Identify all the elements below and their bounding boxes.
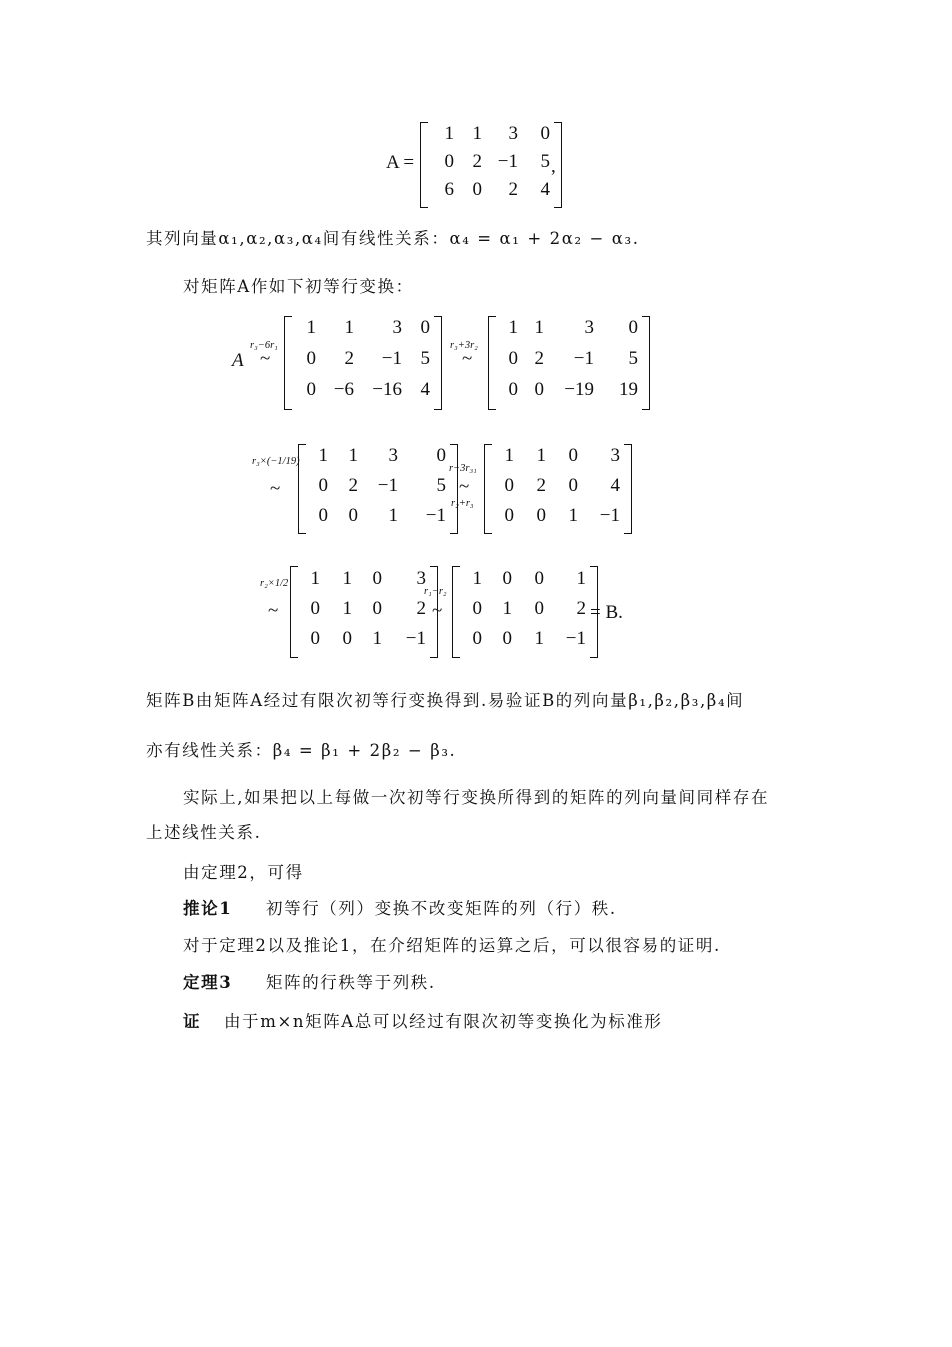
matrix-m2-cell-2-1: 0: [508, 348, 518, 369]
matrix-m4-cell-2-3: 0: [568, 475, 578, 496]
eq1-trail: ,: [551, 156, 556, 177]
matrix-m4-cell-2-2: 2: [536, 475, 546, 496]
matrix-m4-cell-1-4: 3: [610, 445, 620, 466]
tilde-1: ~: [260, 348, 271, 369]
matrix-m2-cell-2-3: −1: [573, 348, 594, 369]
corollary-text: 初等行（列）变换不改变矩阵的列（行）秩.: [266, 899, 617, 918]
matrix-m1-cell-1-4: 0: [420, 317, 430, 338]
matrix-m1-cell-3-1: 0: [306, 379, 316, 400]
theorem-text: 矩阵的行秩等于列秩.: [266, 973, 436, 992]
matrix-m6-cell-1-1: 1: [472, 568, 482, 589]
matrix-a-cell-3-2: 0: [472, 179, 482, 200]
tilde-3: ~: [270, 478, 281, 499]
para-b-line1: 矩阵B由矩阵A经过有限次初等行变换得到.易验证B的列向量β₁,β₂,β₃,β₄间: [146, 691, 745, 710]
matrix-m1-cell-2-1: 0: [306, 348, 316, 369]
matrix-m3-cell-1-3: 3: [388, 445, 398, 466]
chain-start: A: [232, 350, 244, 371]
matrix-m4-cell-2-4: 4: [610, 475, 620, 496]
matrix-m1: [284, 316, 442, 410]
tilde-2: ~: [462, 348, 473, 369]
matrix-m1-cell-2-2: 2: [344, 348, 354, 369]
matrix-m2-cell-1-2: 1: [534, 317, 544, 338]
op-label-4b: r₂+r₃: [451, 498, 474, 509]
matrix-a-cell-2-1: 0: [444, 151, 454, 172]
matrix-m6-cell-3-3: 1: [534, 628, 544, 649]
para-fact-line1: 实际上,如果把以上每做一次初等行变换所得到的矩阵的列向量间同样存在: [183, 788, 770, 807]
matrix-m3: [298, 444, 458, 534]
matrix-m2: [488, 316, 650, 410]
matrix-m1-cell-1-2: 1: [344, 317, 354, 338]
matrix-m6-cell-3-4: −1: [565, 628, 586, 649]
matrix-m2-cell-3-4: 19: [619, 379, 638, 400]
matrix-m5-cell-3-1: 0: [310, 628, 320, 649]
para-fact-line2: 上述线性关系.: [146, 823, 262, 842]
matrix-m4-cell-3-4: −1: [599, 505, 620, 526]
matrix-m4-cell-1-2: 1: [536, 445, 546, 466]
tilde-6: ~: [432, 600, 443, 621]
matrix-m1-cell-3-2: −6: [333, 379, 354, 400]
matrix-m4-cell-1-1: 1: [504, 445, 514, 466]
matrix-m6-cell-3-2: 0: [502, 628, 512, 649]
matrix-a: [420, 122, 562, 208]
matrix-m4-cell-1-3: 0: [568, 445, 578, 466]
matrix-m6-cell-1-2: 0: [502, 568, 512, 589]
matrix-m5: [290, 566, 438, 658]
para-row-ops-intro: 对矩阵A作如下初等行变换：: [183, 277, 414, 296]
matrix-m6-cell-1-4: 1: [576, 568, 586, 589]
matrix-m3-cell-3-1: 0: [318, 505, 328, 526]
matrix-m5-cell-2-2: 1: [342, 598, 352, 619]
op-label-3: r₃×(−1/19): [252, 456, 300, 467]
matrix-m5-cell-2-4: 2: [416, 598, 426, 619]
matrix-m1-cell-3-3: −16: [372, 379, 402, 400]
matrix-m5-cell-1-2: 1: [342, 568, 352, 589]
matrix-m3-cell-2-2: 2: [348, 475, 358, 496]
corollary-label: 推论1: [183, 899, 233, 918]
tilde-5: ~: [268, 600, 279, 621]
matrix-m3-cell-1-4: 0: [436, 445, 446, 466]
para-by-theorem2: 由定理2，可得: [183, 863, 304, 882]
matrix-m1-cell-1-1: 1: [306, 317, 316, 338]
matrix-m5-cell-3-4: −1: [405, 628, 426, 649]
matrix-m5-cell-3-2: 0: [342, 628, 352, 649]
matrix-m4-cell-3-2: 0: [536, 505, 546, 526]
op-label-1: r₃−6r₁: [250, 340, 278, 351]
theorem-label: 定理3: [183, 973, 233, 992]
matrix-m6: [452, 566, 598, 658]
matrix-a-cell-2-4: 5: [540, 151, 550, 172]
matrix-m3-cell-2-3: −1: [377, 475, 398, 496]
matrix-m3-cell-2-4: 5: [436, 475, 446, 496]
matrix-m3-cell-2-1: 0: [318, 475, 328, 496]
matrix-a-cell-1-4: 0: [540, 123, 550, 144]
op-label-4a: r−3r₃₁: [449, 463, 477, 474]
matrix-m6-cell-2-4: 2: [576, 598, 586, 619]
matrix-m5-cell-2-3: 0: [372, 598, 382, 619]
matrix-m4-cell-3-1: 0: [504, 505, 514, 526]
matrix-m3-cell-3-2: 0: [348, 505, 358, 526]
matrix-a-cell-3-4: 4: [540, 179, 550, 200]
matrix-m1-cell-2-3: −1: [381, 348, 402, 369]
matrix-m1-cell-2-4: 5: [420, 348, 430, 369]
matrix-a-cell-2-3: −1: [497, 151, 518, 172]
matrix-a-cell-3-3: 2: [508, 179, 518, 200]
matrix-m3-cell-3-4: −1: [425, 505, 446, 526]
para-proof-note: 对于定理2以及推论1，在介绍矩阵的运算之后，可以很容易的证明.: [183, 936, 721, 955]
matrix-m2-cell-3-2: 0: [534, 379, 544, 400]
matrix-a-cell-1-1: 1: [444, 123, 454, 144]
matrix-m6-cell-2-2: 1: [502, 598, 512, 619]
proof-text: 由于m×n矩阵A总可以经过有限次初等变换化为标准形: [224, 1012, 663, 1031]
op-label-2: r₃+3r₂: [450, 340, 478, 351]
matrix-m2-cell-3-3: −19: [564, 379, 594, 400]
matrix-m5-cell-2-1: 0: [310, 598, 320, 619]
matrix-m3-cell-1-1: 1: [318, 445, 328, 466]
matrix-m2-cell-2-2: 2: [534, 348, 544, 369]
matrix-m3-cell-1-2: 1: [348, 445, 358, 466]
matrix-m4: [484, 444, 632, 534]
matrix-a-cell-1-3: 3: [508, 123, 518, 144]
proof-label: 证: [183, 1012, 202, 1031]
matrix-m2-cell-1-1: 1: [508, 317, 518, 338]
tilde-4: ~: [459, 476, 470, 497]
matrix-m1-cell-1-3: 3: [392, 317, 402, 338]
chain-end: = B.: [590, 602, 623, 623]
matrix-m2-cell-1-3: 3: [584, 317, 594, 338]
para-linear-relation-alpha: 其列向量α₁,α₂,α₃,α₄间有线性关系：α₄ = α₁ + 2α₂ − α₃.: [146, 229, 640, 248]
matrix-m1-cell-3-4: 4: [420, 379, 430, 400]
matrix-m2-cell-3-1: 0: [508, 379, 518, 400]
matrix-m6-cell-1-3: 0: [534, 568, 544, 589]
matrix-a-cell-3-1: 6: [444, 179, 454, 200]
matrix-m2-cell-2-4: 5: [628, 348, 638, 369]
matrix-m4-cell-3-3: 1: [568, 505, 578, 526]
op-label-5: r₂×1/2: [260, 578, 289, 589]
op-label-6: r₁−r₂: [424, 586, 447, 597]
matrix-m5-cell-1-3: 0: [372, 568, 382, 589]
matrix-m2-cell-1-4: 0: [628, 317, 638, 338]
matrix-m5-cell-1-4: 3: [416, 568, 426, 589]
matrix-m5-cell-1-1: 1: [310, 568, 320, 589]
matrix-m3-cell-3-3: 1: [388, 505, 398, 526]
matrix-m5-cell-3-3: 1: [372, 628, 382, 649]
matrix-m6-cell-3-1: 0: [472, 628, 482, 649]
matrix-a-cell-2-2: 2: [472, 151, 482, 172]
matrix-m6-cell-2-3: 0: [534, 598, 544, 619]
matrix-m4-cell-2-1: 0: [504, 475, 514, 496]
eq1-lhs: A =: [386, 152, 415, 173]
matrix-a-cell-1-2: 1: [472, 123, 482, 144]
para-b-line2: 亦有线性关系：β₄ = β₁ + 2β₂ − β₃.: [146, 741, 457, 760]
matrix-m6-cell-2-1: 0: [472, 598, 482, 619]
